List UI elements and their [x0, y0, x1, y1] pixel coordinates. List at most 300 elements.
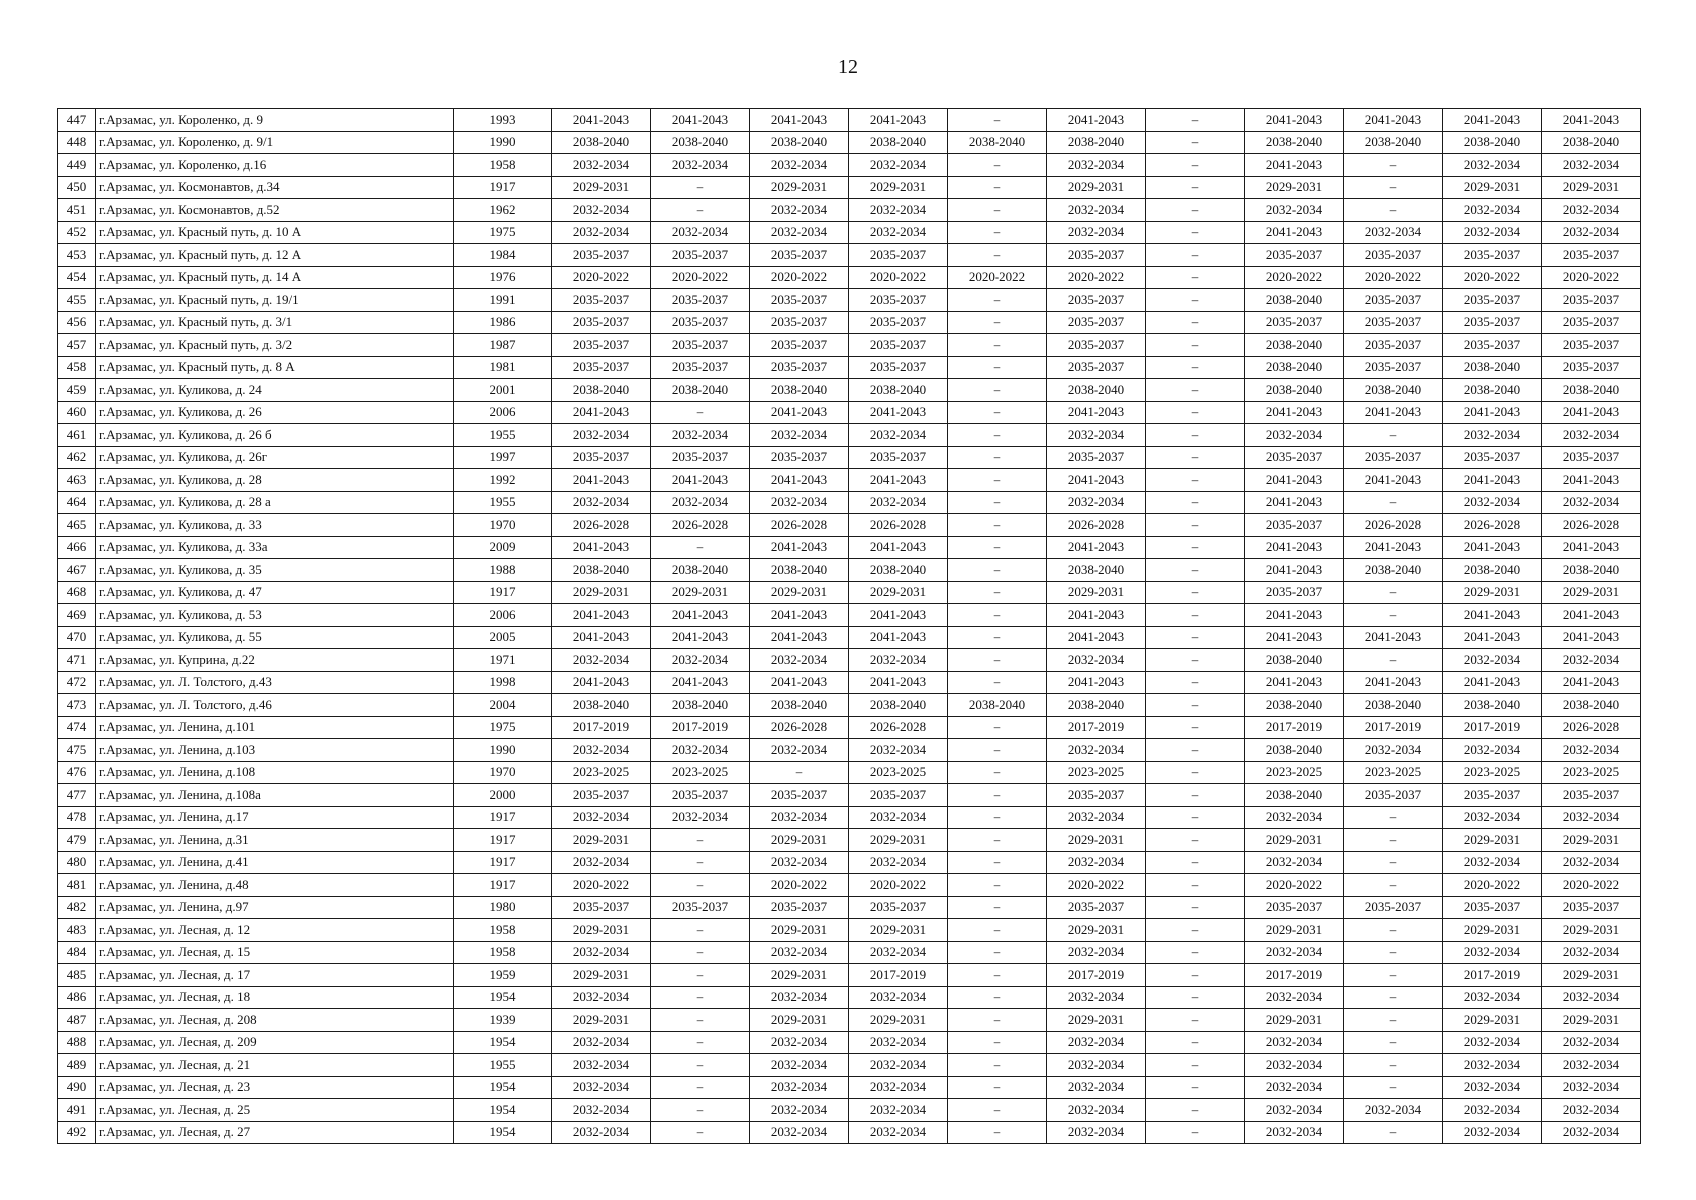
- period-cell-5: –: [948, 176, 1047, 199]
- table-row: [58, 986, 1641, 1009]
- period-cell-11: 2032-2034: [1542, 199, 1641, 222]
- period-cell-7: –: [1146, 1076, 1245, 1099]
- period-cell-10: 2029-2031: [1443, 829, 1542, 852]
- address-cell: г.Арзамас, ул. Лесная, д. 209: [96, 1031, 454, 1054]
- period-cell-11: 2035-2037: [1542, 356, 1641, 379]
- period-cell-1: 2035-2037: [552, 244, 651, 267]
- period-cell-7: –: [1146, 851, 1245, 874]
- period-cell-3: 2032-2034: [750, 199, 849, 222]
- period-cell-5: –: [948, 289, 1047, 312]
- period-cell-7: –: [1146, 716, 1245, 739]
- period-cell-2: 2041-2043: [651, 109, 750, 132]
- address-cell: г.Арзамас, ул. Красный путь, д. 3/1: [96, 311, 454, 334]
- period-cell-2: 2035-2037: [651, 784, 750, 807]
- period-cell-9: –: [1344, 1054, 1443, 1077]
- period-cell-2: 2041-2043: [651, 671, 750, 694]
- period-cell-7: –: [1146, 221, 1245, 244]
- period-cell-8: 2032-2034: [1245, 1099, 1344, 1122]
- period-cell-5: –: [948, 986, 1047, 1009]
- address-cell: г.Арзамас, ул. Короленко, д. 9: [96, 109, 454, 132]
- period-cell-4: 2038-2040: [849, 131, 948, 154]
- period-cell-11: 2041-2043: [1542, 109, 1641, 132]
- period-cell-4: 2026-2028: [849, 514, 948, 537]
- period-cell-7: –: [1146, 334, 1245, 357]
- period-cell-8: 2032-2034: [1245, 806, 1344, 829]
- period-cell-2: 2035-2037: [651, 311, 750, 334]
- year-cell: 1990: [454, 739, 552, 762]
- table-row: [58, 739, 1641, 762]
- period-cell-4: 2032-2034: [849, 1076, 948, 1099]
- year-cell: 1991: [454, 289, 552, 312]
- period-cell-11: 2029-2031: [1542, 829, 1641, 852]
- address-cell: г.Арзамас, ул. Короленко, д. 9/1: [96, 131, 454, 154]
- period-cell-2: 2038-2040: [651, 131, 750, 154]
- period-cell-5: –: [948, 649, 1047, 672]
- period-cell-3: 2020-2022: [750, 266, 849, 289]
- period-cell-8: 2032-2034: [1245, 1121, 1344, 1144]
- row-number-cell: 447: [58, 109, 96, 132]
- period-cell-7: –: [1146, 311, 1245, 334]
- table-row: [58, 671, 1641, 694]
- period-cell-11: 2035-2037: [1542, 289, 1641, 312]
- table-row: [58, 469, 1641, 492]
- period-cell-11: 2029-2031: [1542, 964, 1641, 987]
- period-cell-11: 2032-2034: [1542, 1031, 1641, 1054]
- period-cell-10: 2029-2031: [1443, 919, 1542, 942]
- table-row: [58, 626, 1641, 649]
- period-cell-11: 2035-2037: [1542, 244, 1641, 267]
- period-cell-10: 2029-2031: [1443, 176, 1542, 199]
- row-number-cell: 466: [58, 536, 96, 559]
- period-cell-3: 2035-2037: [750, 244, 849, 267]
- period-cell-9: 2026-2028: [1344, 514, 1443, 537]
- period-cell-5: –: [948, 671, 1047, 694]
- period-cell-10: 2032-2034: [1443, 491, 1542, 514]
- row-number-cell: 454: [58, 266, 96, 289]
- period-cell-5: –: [948, 941, 1047, 964]
- period-cell-8: 2029-2031: [1245, 829, 1344, 852]
- period-cell-7: –: [1146, 1099, 1245, 1122]
- period-cell-5: –: [948, 896, 1047, 919]
- period-cell-3: 2041-2043: [750, 469, 849, 492]
- year-cell: 1917: [454, 829, 552, 852]
- address-cell: г.Арзамас, ул. Лесная, д. 27: [96, 1121, 454, 1144]
- row-number-cell: 487: [58, 1009, 96, 1032]
- period-cell-3: 2035-2037: [750, 289, 849, 312]
- table-row: [58, 1121, 1641, 1144]
- period-cell-7: –: [1146, 581, 1245, 604]
- table-row: [58, 1031, 1641, 1054]
- period-cell-6: 2041-2043: [1047, 626, 1146, 649]
- period-cell-3: 2032-2034: [750, 986, 849, 1009]
- period-cell-6: 2017-2019: [1047, 716, 1146, 739]
- period-cell-1: 2029-2031: [552, 176, 651, 199]
- period-cell-10: 2032-2034: [1443, 154, 1542, 177]
- period-cell-1: 2029-2031: [552, 1009, 651, 1032]
- table-row: [58, 784, 1641, 807]
- period-cell-11: 2029-2031: [1542, 919, 1641, 942]
- period-cell-1: 2035-2037: [552, 311, 651, 334]
- period-cell-4: 2029-2031: [849, 581, 948, 604]
- period-cell-6: 2032-2034: [1047, 1099, 1146, 1122]
- period-cell-7: –: [1146, 109, 1245, 132]
- period-cell-7: –: [1146, 514, 1245, 537]
- row-number-cell: 481: [58, 874, 96, 897]
- period-cell-7: –: [1146, 154, 1245, 177]
- period-cell-6: 2035-2037: [1047, 334, 1146, 357]
- period-cell-10: 2038-2040: [1443, 379, 1542, 402]
- table-row: [58, 851, 1641, 874]
- period-cell-2: –: [651, 536, 750, 559]
- address-cell: г.Арзамас, ул. Короленко, д.16: [96, 154, 454, 177]
- period-cell-8: 2032-2034: [1245, 1076, 1344, 1099]
- year-cell: 1917: [454, 874, 552, 897]
- period-cell-3: 2032-2034: [750, 491, 849, 514]
- period-cell-7: –: [1146, 401, 1245, 424]
- period-cell-11: 2032-2034: [1542, 1099, 1641, 1122]
- period-cell-2: 2038-2040: [651, 379, 750, 402]
- period-cell-7: –: [1146, 941, 1245, 964]
- period-cell-8: 2038-2040: [1245, 379, 1344, 402]
- period-cell-2: 2032-2034: [651, 649, 750, 672]
- row-number-cell: 465: [58, 514, 96, 537]
- period-cell-11: 2041-2043: [1542, 626, 1641, 649]
- table-row: [58, 1076, 1641, 1099]
- period-cell-7: –: [1146, 1031, 1245, 1054]
- period-cell-10: 2035-2037: [1443, 784, 1542, 807]
- period-cell-4: 2035-2037: [849, 334, 948, 357]
- period-cell-11: 2020-2022: [1542, 874, 1641, 897]
- period-cell-10: 2035-2037: [1443, 244, 1542, 267]
- period-cell-4: 2029-2031: [849, 919, 948, 942]
- period-cell-9: 2023-2025: [1344, 761, 1443, 784]
- period-cell-1: 2032-2034: [552, 424, 651, 447]
- table-row: [58, 199, 1641, 222]
- period-cell-7: –: [1146, 626, 1245, 649]
- period-cell-6: 2026-2028: [1047, 514, 1146, 537]
- period-cell-4: 2041-2043: [849, 626, 948, 649]
- period-cell-7: –: [1146, 266, 1245, 289]
- period-cell-4: 2035-2037: [849, 446, 948, 469]
- period-cell-2: 2032-2034: [651, 806, 750, 829]
- period-cell-11: 2038-2040: [1542, 559, 1641, 582]
- period-cell-8: 2038-2040: [1245, 784, 1344, 807]
- period-cell-5: –: [948, 581, 1047, 604]
- period-cell-8: 2041-2043: [1245, 671, 1344, 694]
- period-cell-5: –: [948, 469, 1047, 492]
- period-cell-11: 2032-2034: [1542, 851, 1641, 874]
- period-cell-1: 2032-2034: [552, 739, 651, 762]
- period-cell-1: 2035-2037: [552, 446, 651, 469]
- period-cell-6: 2035-2037: [1047, 356, 1146, 379]
- period-cell-3: 2032-2034: [750, 221, 849, 244]
- period-cell-8: 2032-2034: [1245, 986, 1344, 1009]
- table-row: [58, 334, 1641, 357]
- table-row: [58, 1099, 1641, 1122]
- year-cell: 1998: [454, 671, 552, 694]
- address-cell: г.Арзамас, ул. Ленина, д.41: [96, 851, 454, 874]
- period-cell-8: 2029-2031: [1245, 1009, 1344, 1032]
- period-cell-8: 2035-2037: [1245, 514, 1344, 537]
- period-cell-3: 2032-2034: [750, 1054, 849, 1077]
- period-cell-5: –: [948, 356, 1047, 379]
- year-cell: 2004: [454, 694, 552, 717]
- period-cell-10: 2032-2034: [1443, 424, 1542, 447]
- period-cell-2: 2038-2040: [651, 559, 750, 582]
- period-cell-2: –: [651, 1031, 750, 1054]
- period-cell-11: 2032-2034: [1542, 941, 1641, 964]
- period-cell-2: –: [651, 851, 750, 874]
- period-cell-1: 2041-2043: [552, 401, 651, 424]
- period-cell-4: 2041-2043: [849, 109, 948, 132]
- table-row: [58, 491, 1641, 514]
- period-cell-3: 2032-2034: [750, 1121, 849, 1144]
- period-cell-1: 2038-2040: [552, 559, 651, 582]
- period-cell-8: 2041-2043: [1245, 469, 1344, 492]
- period-cell-2: 2041-2043: [651, 469, 750, 492]
- table-row: [58, 379, 1641, 402]
- period-cell-2: 2032-2034: [651, 739, 750, 762]
- table-row: [58, 356, 1641, 379]
- address-cell: г.Арзамас, ул. Лесная, д. 208: [96, 1009, 454, 1032]
- row-number-cell: 489: [58, 1054, 96, 1077]
- period-cell-5: –: [948, 109, 1047, 132]
- period-cell-5: 2020-2022: [948, 266, 1047, 289]
- table-row: [58, 649, 1641, 672]
- period-cell-4: 2026-2028: [849, 716, 948, 739]
- period-cell-11: 2032-2034: [1542, 1076, 1641, 1099]
- address-cell: г.Арзамас, ул. Ленина, д.108: [96, 761, 454, 784]
- period-cell-4: 2029-2031: [849, 176, 948, 199]
- year-cell: 1939: [454, 1009, 552, 1032]
- period-cell-9: –: [1344, 1031, 1443, 1054]
- period-cell-6: 2038-2040: [1047, 559, 1146, 582]
- address-cell: г.Арзамас, ул. Лесная, д. 23: [96, 1076, 454, 1099]
- period-cell-4: 2032-2034: [849, 739, 948, 762]
- period-cell-3: 2038-2040: [750, 379, 849, 402]
- period-cell-3: 2035-2037: [750, 356, 849, 379]
- period-cell-1: 2041-2043: [552, 536, 651, 559]
- period-cell-2: –: [651, 199, 750, 222]
- period-cell-8: 2041-2043: [1245, 154, 1344, 177]
- period-cell-4: 2032-2034: [849, 154, 948, 177]
- year-cell: 1917: [454, 581, 552, 604]
- period-cell-4: 2041-2043: [849, 536, 948, 559]
- period-cell-3: 2032-2034: [750, 851, 849, 874]
- period-cell-6: 2020-2022: [1047, 266, 1146, 289]
- period-cell-10: 2041-2043: [1443, 626, 1542, 649]
- table-row: [58, 221, 1641, 244]
- period-cell-3: 2041-2043: [750, 401, 849, 424]
- period-cell-7: –: [1146, 1121, 1245, 1144]
- period-cell-10: 2032-2034: [1443, 986, 1542, 1009]
- address-cell: г.Арзамас, ул. Л. Толстого, д.43: [96, 671, 454, 694]
- period-cell-11: 2032-2034: [1542, 154, 1641, 177]
- period-cell-6: 2029-2031: [1047, 919, 1146, 942]
- period-cell-11: 2032-2034: [1542, 424, 1641, 447]
- table-row: [58, 1009, 1641, 1032]
- period-cell-8: 2041-2043: [1245, 401, 1344, 424]
- period-cell-6: 2020-2022: [1047, 874, 1146, 897]
- table-row: [58, 109, 1641, 132]
- period-cell-6: 2041-2043: [1047, 401, 1146, 424]
- period-cell-11: 2023-2025: [1542, 761, 1641, 784]
- period-cell-10: 2038-2040: [1443, 559, 1542, 582]
- period-cell-5: –: [948, 334, 1047, 357]
- year-cell: 1917: [454, 176, 552, 199]
- period-cell-3: 2026-2028: [750, 514, 849, 537]
- period-cell-2: –: [651, 1076, 750, 1099]
- year-cell: 1917: [454, 806, 552, 829]
- row-number-cell: 450: [58, 176, 96, 199]
- period-cell-11: 2032-2034: [1542, 491, 1641, 514]
- period-cell-8: 2038-2040: [1245, 334, 1344, 357]
- period-cell-9: 2035-2037: [1344, 784, 1443, 807]
- period-cell-3: 2032-2034: [750, 424, 849, 447]
- period-cell-8: 2038-2040: [1245, 739, 1344, 762]
- period-cell-5: –: [948, 1099, 1047, 1122]
- period-cell-6: 2038-2040: [1047, 694, 1146, 717]
- address-cell: г.Арзамас, ул. Красный путь, д. 14 А: [96, 266, 454, 289]
- table-row: [58, 424, 1641, 447]
- table-row: [58, 1054, 1641, 1077]
- period-cell-11: 2038-2040: [1542, 379, 1641, 402]
- address-cell: г.Арзамас, ул. Куликова, д. 33: [96, 514, 454, 537]
- address-cell: г.Арзамас, ул. Куликова, д. 26 б: [96, 424, 454, 447]
- row-number-cell: 471: [58, 649, 96, 672]
- period-cell-3: 2020-2022: [750, 874, 849, 897]
- period-cell-5: –: [948, 604, 1047, 627]
- period-cell-2: –: [651, 1054, 750, 1077]
- table-row: [58, 401, 1641, 424]
- period-cell-10: 2038-2040: [1443, 694, 1542, 717]
- year-cell: 1955: [454, 424, 552, 447]
- period-cell-3: 2032-2034: [750, 1099, 849, 1122]
- period-cell-1: 2032-2034: [552, 154, 651, 177]
- period-cell-7: –: [1146, 199, 1245, 222]
- address-cell: г.Арзамас, ул. Красный путь, д. 10 А: [96, 221, 454, 244]
- period-cell-3: 2032-2034: [750, 941, 849, 964]
- period-cell-8: 2032-2034: [1245, 1054, 1344, 1077]
- row-number-cell: 467: [58, 559, 96, 582]
- period-cell-10: 2032-2034: [1443, 1076, 1542, 1099]
- period-cell-9: 2041-2043: [1344, 401, 1443, 424]
- period-cell-9: –: [1344, 941, 1443, 964]
- period-cell-7: –: [1146, 356, 1245, 379]
- period-cell-9: –: [1344, 649, 1443, 672]
- period-cell-2: 2017-2019: [651, 716, 750, 739]
- period-cell-10: 2041-2043: [1443, 401, 1542, 424]
- period-cell-4: 2032-2034: [849, 851, 948, 874]
- address-cell: г.Арзамас, ул. Куприна, д.22: [96, 649, 454, 672]
- period-cell-3: 2029-2031: [750, 1009, 849, 1032]
- period-cell-7: –: [1146, 131, 1245, 154]
- period-cell-11: 2032-2034: [1542, 739, 1641, 762]
- period-cell-4: 2035-2037: [849, 311, 948, 334]
- period-cell-11: 2029-2031: [1542, 176, 1641, 199]
- period-cell-1: 2041-2043: [552, 469, 651, 492]
- period-cell-1: 2032-2034: [552, 986, 651, 1009]
- period-cell-10: 2038-2040: [1443, 356, 1542, 379]
- period-cell-7: –: [1146, 896, 1245, 919]
- period-cell-1: 2023-2025: [552, 761, 651, 784]
- period-cell-2: 2035-2037: [651, 896, 750, 919]
- period-cell-3: 2041-2043: [750, 626, 849, 649]
- period-cell-4: 2029-2031: [849, 829, 948, 852]
- period-cell-8: 2041-2043: [1245, 536, 1344, 559]
- period-cell-6: 2032-2034: [1047, 424, 1146, 447]
- row-number-cell: 480: [58, 851, 96, 874]
- table-row: [58, 694, 1641, 717]
- period-cell-9: –: [1344, 1121, 1443, 1144]
- period-cell-5: 2038-2040: [948, 694, 1047, 717]
- period-cell-4: 2041-2043: [849, 401, 948, 424]
- table-row: [58, 964, 1641, 987]
- period-cell-6: 2041-2043: [1047, 109, 1146, 132]
- period-cell-10: 2023-2025: [1443, 761, 1542, 784]
- period-cell-5: –: [948, 491, 1047, 514]
- row-number-cell: 468: [58, 581, 96, 604]
- period-cell-8: 2035-2037: [1245, 311, 1344, 334]
- period-cell-9: –: [1344, 604, 1443, 627]
- row-number-cell: 486: [58, 986, 96, 1009]
- period-cell-3: 2035-2037: [750, 334, 849, 357]
- period-cell-2: 2032-2034: [651, 221, 750, 244]
- period-cell-6: 2032-2034: [1047, 199, 1146, 222]
- period-cell-10: 2035-2037: [1443, 311, 1542, 334]
- period-cell-11: 2041-2043: [1542, 604, 1641, 627]
- period-cell-11: 2032-2034: [1542, 1121, 1641, 1144]
- period-cell-2: 2035-2037: [651, 356, 750, 379]
- year-cell: 1962: [454, 199, 552, 222]
- period-cell-6: 2029-2031: [1047, 829, 1146, 852]
- period-cell-1: 2032-2034: [552, 221, 651, 244]
- period-cell-11: 2032-2034: [1542, 1054, 1641, 1077]
- period-cell-2: –: [651, 1009, 750, 1032]
- period-cell-11: 2032-2034: [1542, 649, 1641, 672]
- period-cell-2: 2035-2037: [651, 244, 750, 267]
- period-cell-1: 2032-2034: [552, 1076, 651, 1099]
- address-cell: г.Арзамас, ул. Космонавтов, д.52: [96, 199, 454, 222]
- period-cell-4: 2020-2022: [849, 266, 948, 289]
- period-cell-2: –: [651, 941, 750, 964]
- table-row: [58, 536, 1641, 559]
- period-cell-10: 2035-2037: [1443, 334, 1542, 357]
- row-number-cell: 462: [58, 446, 96, 469]
- row-number-cell: 482: [58, 896, 96, 919]
- period-cell-10: 2032-2034: [1443, 1054, 1542, 1077]
- period-cell-9: –: [1344, 581, 1443, 604]
- period-cell-4: 2038-2040: [849, 694, 948, 717]
- period-cell-1: 2032-2034: [552, 806, 651, 829]
- period-cell-10: 2017-2019: [1443, 716, 1542, 739]
- period-cell-11: 2032-2034: [1542, 986, 1641, 1009]
- period-cell-10: 2035-2037: [1443, 896, 1542, 919]
- year-cell: 1958: [454, 941, 552, 964]
- period-cell-2: –: [651, 919, 750, 942]
- period-cell-1: 2017-2019: [552, 716, 651, 739]
- period-cell-7: –: [1146, 604, 1245, 627]
- period-cell-6: 2032-2034: [1047, 154, 1146, 177]
- year-cell: 1986: [454, 311, 552, 334]
- period-cell-6: 2035-2037: [1047, 446, 1146, 469]
- period-cell-9: 2038-2040: [1344, 559, 1443, 582]
- period-cell-7: –: [1146, 784, 1245, 807]
- year-cell: 1971: [454, 649, 552, 672]
- period-cell-6: 2038-2040: [1047, 379, 1146, 402]
- period-cell-2: 2023-2025: [651, 761, 750, 784]
- period-cell-6: 2041-2043: [1047, 671, 1146, 694]
